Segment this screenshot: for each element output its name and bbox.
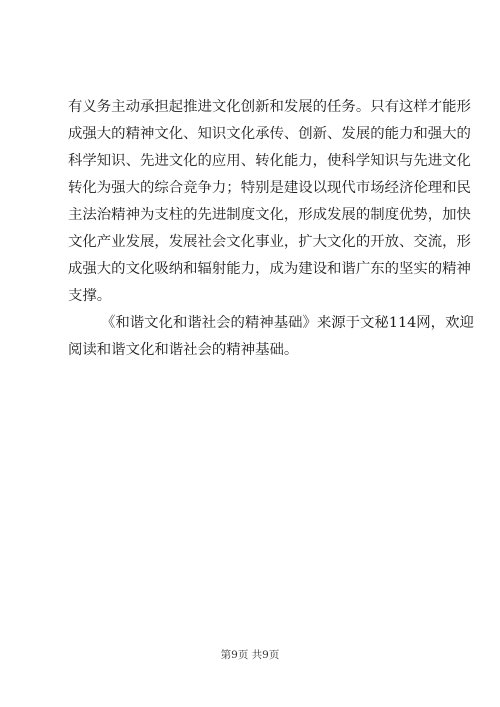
paragraph-line: 成强大的文化吸纳和辐射能力，成为建设和谐广东的坚实的精神 xyxy=(68,261,471,277)
body-text xyxy=(68,94,474,364)
paragraph-line: 文化产业发展，发展社会文化事业，扩大文化的开放、交流，形 xyxy=(68,234,471,250)
page-footer xyxy=(0,648,500,662)
paragraph-line: 主法治精神为支柱的先进制度文化，形成发展的制度优势，加快 xyxy=(68,207,471,223)
paragraph-line: 《和谐文化和谐社会的精神基础》来源于文秘114网，欢迎 xyxy=(101,315,474,331)
paragraph-line: 支撑。 xyxy=(68,288,112,304)
paragraph-line: 阅读和谐文化和谐社会的精神基础。 xyxy=(68,342,299,358)
paragraph-line: 有义务主动承担起推进文化创新和发展的任务。只有这样才能形 xyxy=(68,99,471,115)
paragraph-1 xyxy=(68,94,471,310)
paragraph-line: 转化为强大的综合竞争力；特别是建设以现代市场经济伦理和民 xyxy=(68,180,471,196)
paragraph-2 xyxy=(68,310,474,364)
page-number: 第9页 共9页 xyxy=(220,649,280,661)
paragraph-line: 成强大的精神文化、知识文化承传、创新、发展的能力和强大的 xyxy=(68,126,471,142)
paragraph-line: 科学知识、先进文化的应用、转化能力，使科学知识与先进文化 xyxy=(68,153,471,169)
